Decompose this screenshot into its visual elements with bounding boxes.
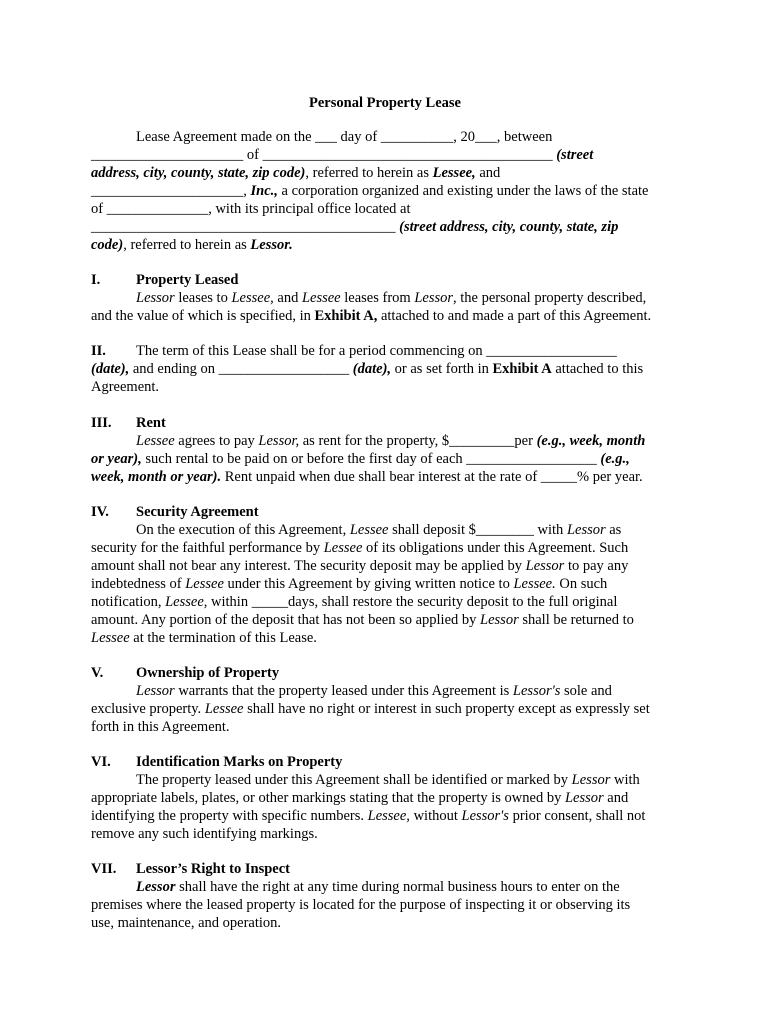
section-line: security for the faithful performance by Lessee of its obligations under this Agreement. Such bbox=[91, 540, 629, 556]
section-number: II. bbox=[91, 343, 106, 359]
intro-line: address, city, county, state, zip code), referred to herein as Lessee, and bbox=[91, 165, 501, 181]
section-line: forth in this Agreement. bbox=[91, 719, 230, 735]
section-heading: Lessor’s Right to Inspect bbox=[136, 861, 290, 877]
section-line: The term of this Lease shall be for a period commencing on __________________ bbox=[136, 343, 617, 359]
page-title: Personal Property Lease bbox=[309, 95, 461, 111]
intro-line: __________________________________________ (street address, city, county, state, zip bbox=[91, 219, 619, 235]
section-line: Lessor shall have the right at any time during normal business hours to enter on the bbox=[136, 879, 620, 895]
section-heading: Property Leased bbox=[136, 272, 239, 288]
section-number: VII. bbox=[91, 861, 117, 877]
section-number: IV. bbox=[91, 504, 109, 520]
section-line: (date), and ending on __________________ (date), or as set forth in Exhibit A attached to this bbox=[91, 361, 644, 377]
intro-line: code), referred to herein as Lessor. bbox=[91, 237, 293, 253]
intro-line: of ______________, with its principal office located at bbox=[91, 201, 411, 217]
section-line: premises where the leased property is located for the purpose of inspecting it or observing its bbox=[91, 897, 631, 913]
section-line: Lessor warrants that the property leased under this Agreement is Lessor's sole and bbox=[136, 683, 612, 699]
section-line: use, maintenance, and operation. bbox=[91, 915, 282, 931]
section-heading: Ownership of Property bbox=[136, 665, 280, 681]
intro-line: _____________________, Inc., a corporation organized and existing under the laws of the state bbox=[91, 183, 649, 199]
section-heading: Security Agreement bbox=[136, 504, 259, 520]
section-line: amount. Any portion of the deposit that has not been so applied by Lessor shall be returned to bbox=[91, 612, 634, 628]
section-number: VI. bbox=[91, 754, 111, 770]
section-number: V. bbox=[91, 665, 104, 681]
section-line: Lessee at the termination of this Lease. bbox=[91, 630, 317, 646]
section-heading: Identification Marks on Property bbox=[136, 754, 343, 770]
section-line: notification, Lessee, within _____days, shall restore the security deposit to the full original bbox=[91, 594, 618, 610]
section-line: Agreement. bbox=[91, 379, 160, 395]
section-line: exclusive property. Lessee shall have no right or interest in such property except as expressly set bbox=[91, 701, 650, 717]
section-line: Lessor leases to Lessee, and Lessee leases from Lessor, the personal property described, bbox=[136, 290, 647, 306]
section-line: amount shall not bear any interest. The security deposit may be applied by Lessor to pay any bbox=[91, 558, 629, 574]
section-number: I. bbox=[91, 272, 101, 288]
section-number: III. bbox=[91, 415, 112, 431]
section-heading: Rent bbox=[136, 415, 166, 431]
section-line: appropriate labels, plates, or other markings stating that the property is owned by Lessor and bbox=[91, 790, 629, 806]
section-line: and the value of which is specified, in Exhibit A, attached to and made a part of this Agreement. bbox=[91, 308, 652, 324]
section-line: or year), such rental to be paid on or before the first day of each __________________ (e.g., bbox=[91, 451, 630, 467]
section-line: Lessee agrees to pay Lessor, as rent for the property, $_________per (e.g., week, month bbox=[136, 433, 646, 449]
intro-line: _____________________ of ________________________________________ (street bbox=[91, 147, 594, 163]
section-line: On the execution of this Agreement, Lessee shall deposit $________ with Lessor as bbox=[136, 522, 622, 538]
section-line: The property leased under this Agreement shall be identified or marked by Lessor with bbox=[136, 772, 640, 788]
section-line: remove any such identifying markings. bbox=[91, 826, 318, 842]
section-line: indebtedness of Lessee under this Agreement by giving written notice to Lessee. On such bbox=[91, 576, 608, 592]
section-line: identifying the property with specific numbers. Lessee, without Lessor's prior consent, shall not bbox=[91, 808, 646, 824]
intro-line: Lease Agreement made on the ___ day of __________, 20___, between bbox=[136, 129, 553, 145]
section-line: week, month or year). Rent unpaid when due shall bear interest at the rate of _____% per year. bbox=[91, 469, 643, 485]
